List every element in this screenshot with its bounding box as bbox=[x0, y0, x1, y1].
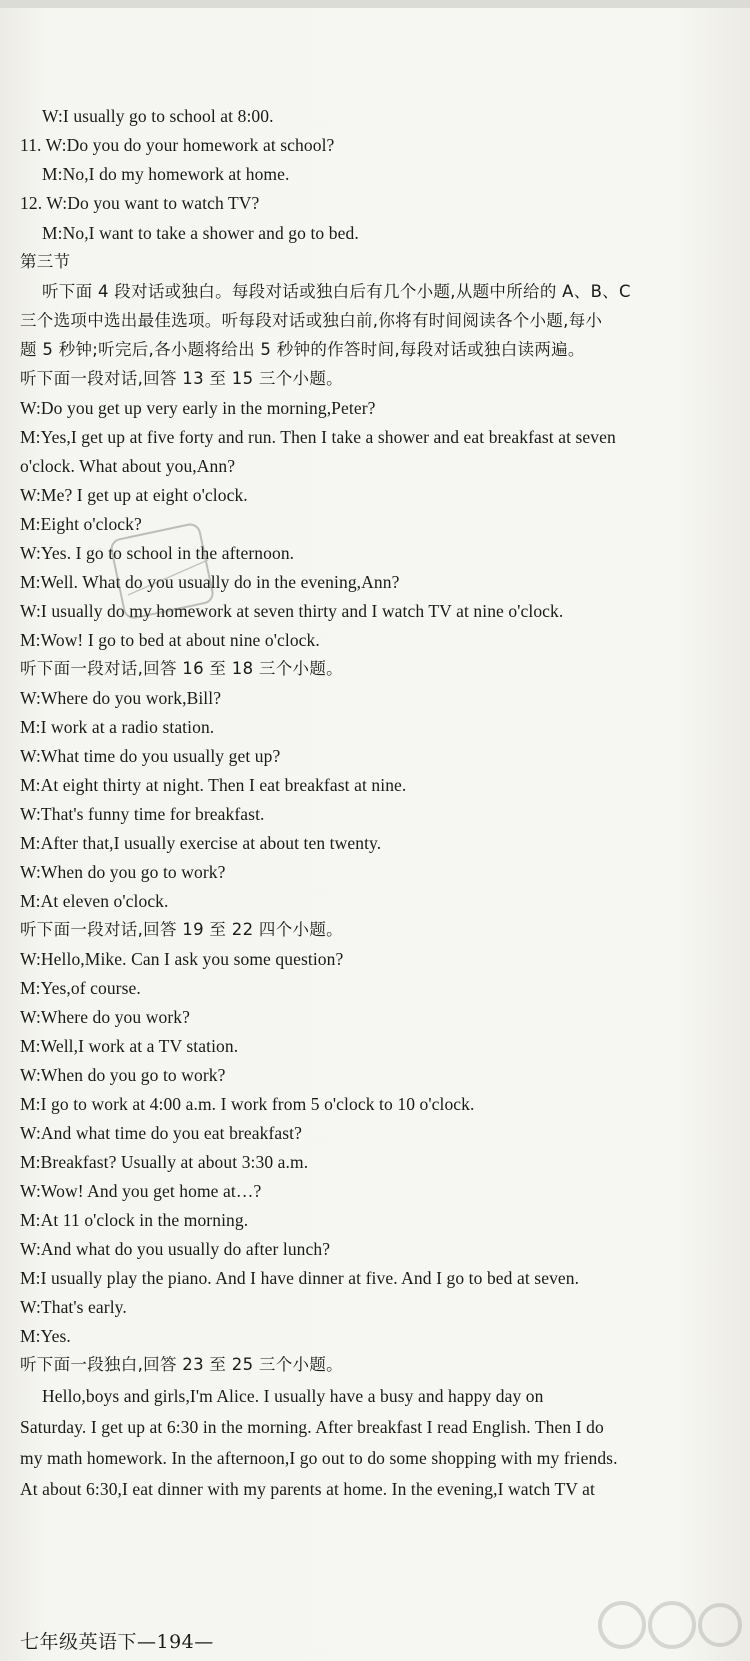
text-line: M:Yes,I get up at five forty and run. Then I take a shower and eat breakfast at seven bbox=[20, 427, 616, 447]
text-line: W:That's funny time for breakfast. bbox=[20, 804, 265, 824]
text-line: M:I usually play the piano. And I have dinner at five. And I go to bed at seven. bbox=[20, 1268, 580, 1288]
text-line: Saturday. I get up at 6:30 in the morning. After breakfast I read English. Then I do bbox=[20, 1417, 604, 1437]
text-line: W:When do you go to work? bbox=[20, 1065, 226, 1085]
section-heading: 第三节 bbox=[20, 252, 71, 271]
text-line: M:I work at a radio station. bbox=[20, 717, 215, 737]
section-heading: 听下面一段对话,回答 13 至 15 三个小题。 bbox=[20, 369, 343, 388]
text-line: M:At 11 o'clock in the morning. bbox=[20, 1210, 249, 1230]
text-line: W:Wow! And you get home at…? bbox=[20, 1181, 262, 1201]
section-heading: 听下面一段对话,回答 19 至 22 四个小题。 bbox=[20, 920, 343, 939]
text-line: M:Yes. bbox=[20, 1326, 71, 1346]
text-line: W:When do you go to work? bbox=[20, 862, 226, 882]
text-line: Hello,boys and girls,I'm Alice. I usually have a busy and happy day on bbox=[42, 1386, 544, 1406]
watermark-logo bbox=[592, 1597, 742, 1657]
section-heading: 听下面一段独白,回答 23 至 25 三个小题。 bbox=[20, 1355, 343, 1374]
text-line: W:Hello,Mike. Can I ask you some question? bbox=[20, 949, 344, 969]
text-line: W:And what do you usually do after lunch? bbox=[20, 1239, 331, 1259]
text-line: W:I usually do my homework at seven thirty and I watch TV at nine o'clock. bbox=[20, 601, 564, 621]
text-line: M:No,I do my homework at home. bbox=[42, 164, 290, 184]
text-line: At about 6:30,I eat dinner with my parents at home. In the evening,I watch TV at bbox=[20, 1479, 595, 1499]
text-line: M:After that,I usually exercise at about ten twenty. bbox=[20, 833, 382, 853]
text-line: M:Yes,of course. bbox=[20, 978, 141, 998]
stamp-mark bbox=[108, 520, 228, 630]
text-line: W:Me? I get up at eight o'clock. bbox=[20, 485, 248, 505]
text-line: W:And what time do you eat breakfast? bbox=[20, 1123, 302, 1143]
text-line: o'clock. What about you,Ann? bbox=[20, 456, 236, 476]
text-line: M:Well. What do you usually do in the evening,Ann? bbox=[20, 572, 400, 592]
text-line: M:Breakfast? Usually at about 3:30 a.m. bbox=[20, 1152, 309, 1172]
text-line: M:No,I want to take a shower and go to bed. bbox=[42, 223, 359, 243]
text-line: my math homework. In the afternoon,I go out to do some shopping with my friends. bbox=[20, 1448, 618, 1468]
text-line: M:At eleven o'clock. bbox=[20, 891, 169, 911]
text-line: M:Wow! I go to bed at about nine o'clock. bbox=[20, 630, 320, 650]
text-line: W:Where do you work? bbox=[20, 1007, 190, 1027]
text-line: 12. W:Do you want to watch TV? bbox=[20, 193, 260, 213]
text-line: W:Do you get up very early in the morning,Peter? bbox=[20, 398, 376, 418]
text-line: M:Eight o'clock? bbox=[20, 514, 142, 534]
section-heading: 听下面 4 段对话或独白。每段对话或独白后有几个小题,从题中所给的 A、B、C bbox=[42, 282, 631, 301]
text-line: W:Yes. I go to school in the afternoon. bbox=[20, 543, 295, 563]
section-heading: 听下面一段对话,回答 16 至 18 三个小题。 bbox=[20, 659, 343, 678]
page-top-edge bbox=[0, 0, 750, 8]
text-line: W:That's early. bbox=[20, 1297, 127, 1317]
text-line: M:Well,I work at a TV station. bbox=[20, 1036, 239, 1056]
text-line: 11. W:Do you do your homework at school? bbox=[20, 135, 335, 155]
text-line: W:What time do you usually get up? bbox=[20, 746, 281, 766]
section-heading: 三个选项中选出最佳选项。听每段对话或独白前,你将有时间阅读各个小题,每小 bbox=[20, 311, 603, 330]
text-line: M:I go to work at 4:00 a.m. I work from 5 o'clock to 10 o'clock. bbox=[20, 1094, 475, 1114]
page-footer: 七年级英语下—194— bbox=[20, 1631, 214, 1653]
section-heading: 题 5 秒钟;听完后,各小题将给出 5 秒钟的作答时间,每段对话或独白读两遍。 bbox=[20, 340, 585, 359]
text-line: W:I usually go to school at 8:00. bbox=[42, 106, 274, 126]
text-line: W:Where do you work,Bill? bbox=[20, 688, 222, 708]
text-line: M:At eight thirty at night. Then I eat breakfast at nine. bbox=[20, 775, 407, 795]
